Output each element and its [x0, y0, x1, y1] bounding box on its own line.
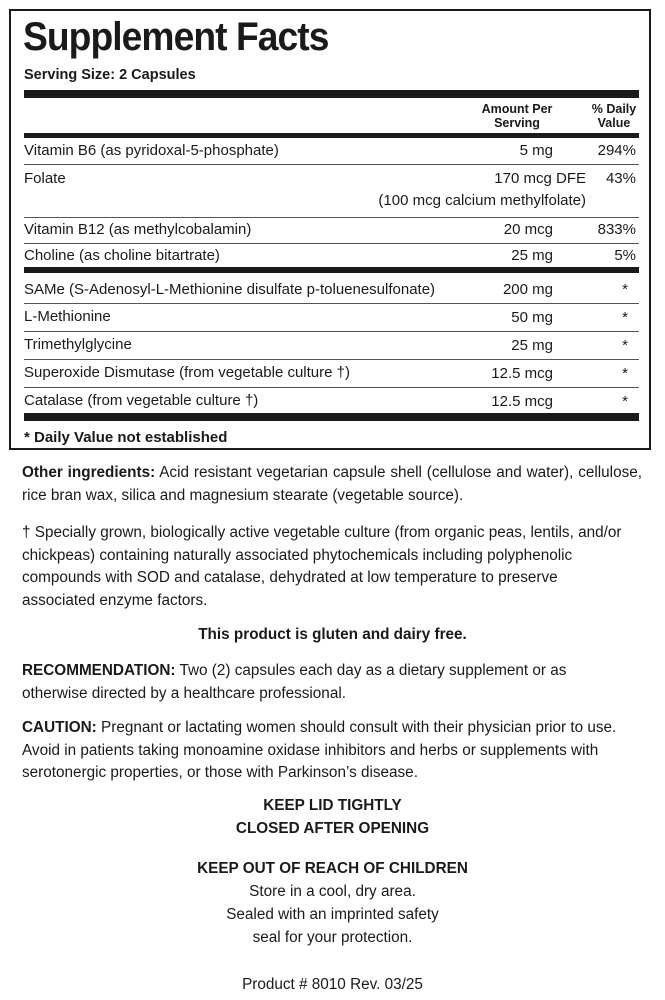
recommendation-label: RECOMMENDATION: — [22, 662, 176, 679]
product-number: Product # 8010 Rev. 03/25 — [242, 976, 423, 993]
row-divider — [24, 217, 639, 218]
row-divider — [24, 359, 639, 360]
nutrient-amount: 12.5 mcg — [491, 393, 553, 410]
nutrient-amount: 20 mcg — [503, 221, 553, 238]
supplement-facts-panel — [9, 9, 651, 450]
amount-header-line1: Amount Per — [481, 102, 553, 116]
row-divider — [24, 164, 639, 165]
amount-header-line2: Serving — [494, 116, 540, 130]
keep-lid-line2: CLOSED AFTER OPENING — [235, 820, 430, 837]
recommendation — [22, 660, 622, 705]
nutrient-amount: 25 mg — [511, 337, 553, 354]
nutrient-name: L-Methionine — [24, 308, 111, 325]
daily-value-footnote: * Daily Value not established — [24, 429, 228, 446]
nutrient-dv: * — [622, 281, 628, 298]
divider-header — [24, 133, 639, 138]
row-divider — [24, 387, 639, 388]
divider-thick — [24, 90, 639, 98]
other-ingredients — [22, 462, 642, 507]
nutrient-dv: 43% — [605, 170, 636, 187]
row-divider — [24, 331, 639, 332]
row-divider — [24, 243, 639, 244]
dv-header-line2: Value — [597, 116, 631, 130]
nutrient-name: Folate — [24, 170, 66, 187]
nutrient-name: Superoxide Dismutase (from vegetable culture †) — [24, 364, 350, 381]
row-divider — [24, 303, 639, 304]
nutrient-amount: 25 mg — [511, 247, 553, 264]
divider-section — [24, 267, 639, 273]
serving-size: Serving Size: 2 Capsules — [24, 67, 196, 83]
nutrient-amount: 12.5 mcg — [491, 365, 553, 382]
gluten-statement: This product is gluten and dairy free. — [198, 626, 467, 643]
nutrient-amount: 50 mg — [511, 309, 553, 326]
amount-per-serving-header — [474, 102, 560, 130]
nutrient-dv: 833% — [597, 221, 636, 238]
nutrient-dv: * — [622, 393, 628, 410]
caution-text: Pregnant or lactating women should consult with their physician prior to use. Avoid in patients taking monoamine oxidase inhibitors and herbs or supplements with serotonergic properties, or those with Parkinson’s disease. — [22, 719, 617, 781]
nutrient-amount: 200 mg — [502, 281, 553, 298]
nutrient-dv: 5% — [614, 247, 636, 264]
divider-bottom — [24, 413, 639, 421]
nutrient-name: Choline (as choline bitartrate) — [24, 247, 220, 264]
keep-out-of-reach: KEEP OUT OF REACH OF CHILDREN — [197, 860, 468, 877]
nutrient-amount-note: (100 mcg calcium methylfolate) — [378, 192, 586, 209]
other-ingredients-label: Other ingredients: — [22, 464, 156, 481]
nutrient-dv: * — [622, 365, 628, 382]
dv-header-line1: % Daily — [591, 102, 637, 116]
nutrient-dv: 294% — [597, 142, 636, 159]
seal-line2: seal for your protection. — [252, 929, 413, 946]
culture-note: † Specially grown, biologically active vegetable culture (from organic peas, lentils, and/or chickpeas) containing naturally associated phytochemicals including polyphenolic compounds with SOD and catalase, dehydrated at low temperature to preserve associated enzyme factors. — [22, 524, 622, 609]
nutrient-name: Vitamin B6 (as pyridoxal-5-phosphate) — [24, 142, 279, 159]
nutrient-amount: 5 mg — [519, 142, 553, 159]
storage-instruction: Store in a cool, dry area. — [249, 883, 416, 900]
other-ingredients-text: Acid resistant vegetarian capsule shell (cellulose and water), cellulose, rice bran wax, silica and magnesium stearate (vegetable source). — [22, 464, 642, 504]
nutrient-amount: 170 mcg DFE — [494, 170, 586, 187]
keep-lid-line1: KEEP LID TIGHTLY — [263, 797, 402, 814]
nutrient-dv: * — [622, 309, 628, 326]
daily-value-header — [579, 102, 649, 130]
nutrient-dv: * — [622, 337, 628, 354]
caution-label: CAUTION: — [22, 719, 97, 736]
nutrient-name: SAMe (S-Adenosyl-L-Methionine disulfate p-toluenesulfonate) — [24, 281, 436, 298]
caution — [22, 717, 647, 785]
seal-line1: Sealed with an imprinted safety — [226, 906, 439, 923]
nutrient-name: Catalase (from vegetable culture †) — [24, 392, 259, 409]
facts-title: Supplement Facts — [23, 15, 329, 59]
recommendation-text: Two (2) capsules each day as a dietary supplement or as otherwise directed by a healthcare professional. — [22, 662, 567, 702]
nutrient-name: Trimethylglycine — [24, 336, 132, 353]
nutrient-name: Vitamin B12 (as methylcobalamin) — [24, 221, 252, 238]
